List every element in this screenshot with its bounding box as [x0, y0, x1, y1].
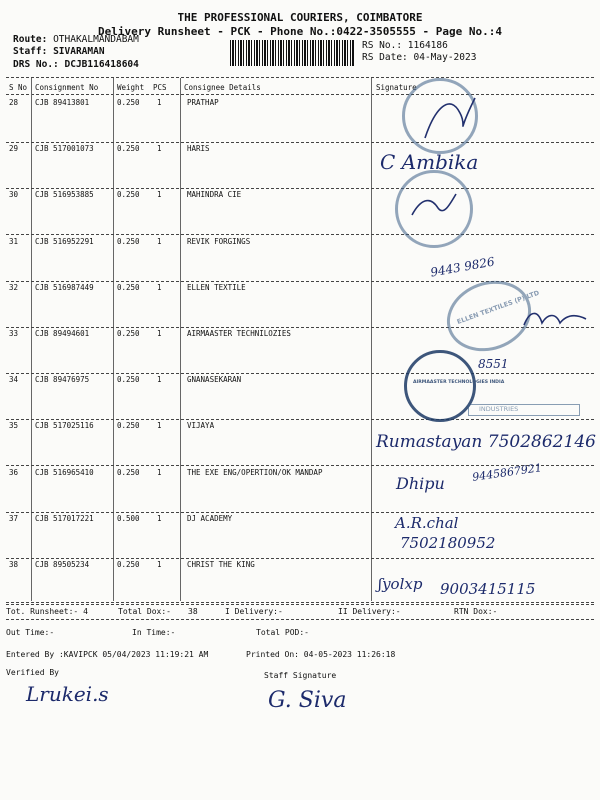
total-pod: Total POD:- — [256, 628, 309, 637]
row-consignee: CHRIST THE KING — [187, 560, 255, 569]
row-pcs: 1 — [157, 513, 162, 523]
row-pcs: 1 — [157, 560, 162, 569]
row-sno: 31 — [9, 236, 19, 246]
col-divider — [371, 78, 372, 601]
row-sno: 30 — [9, 190, 19, 200]
row-consignment-no: CJB 516952291 — [35, 236, 94, 246]
row-weight: 0.250 — [117, 421, 140, 431]
route-line — [13, 34, 139, 45]
tot-runsheet: Tot. Runsheet:- 4 — [6, 607, 88, 616]
ellen-stamp-text: ELLEN TEXTILES (P) LTD — [455, 288, 541, 327]
row-weight: 0.250 — [117, 98, 140, 107]
handwritten-number: 7502180952 — [400, 534, 496, 552]
row-consignee: AIRMAASTER TECHNILOZIES — [187, 329, 291, 338]
industries-stamp: INDUSTRIES — [468, 404, 580, 416]
row-consignment-no: CJB 517017221 — [35, 513, 94, 523]
row-pcs: 1 — [157, 144, 162, 154]
row-consignment-no: CJB 89494601 — [35, 329, 90, 338]
row-pcs: 1 — [157, 421, 162, 431]
row-weight: 0.250 — [117, 236, 140, 246]
row-separator — [6, 234, 594, 235]
row-consignee: PRATHAP — [187, 98, 219, 107]
handwritten-number: 9003415115 — [440, 580, 536, 598]
out-time: Out Time:- — [6, 628, 55, 637]
row-weight: 0.500 — [117, 513, 140, 523]
col-consignment: Consignment No — [35, 83, 99, 92]
row-consignment-no: CJB 516965410 — [35, 467, 94, 477]
footer-rule — [6, 619, 594, 620]
signature-scribble — [520, 305, 590, 333]
row-weight: 0.250 — [117, 560, 140, 569]
row-consignee: MAHINDRA CIE — [187, 190, 242, 200]
row-weight: 0.250 — [117, 329, 140, 338]
row-separator — [6, 188, 594, 189]
staff-line — [13, 46, 105, 57]
row-consignee: REVIK FORGINGS — [187, 236, 251, 246]
row-pcs: 1 — [157, 282, 162, 292]
in-time: In Time:- — [132, 628, 176, 637]
handwritten-number: 9445867921 — [471, 461, 543, 484]
row-consignee: GNANASEKARAN — [187, 375, 242, 385]
runsheet-subtitle: Delivery Runsheet - PCK - Phone No.:0422-3505555 - Page No.:4 — [98, 25, 502, 38]
row-weight: 0.250 — [117, 282, 140, 292]
staff-signature-label: Staff Signature — [264, 671, 337, 680]
total-dox-value: 38 — [188, 607, 198, 616]
row-consignment-no: CJB 516987449 — [35, 282, 94, 292]
row-sno: 36 — [9, 467, 19, 477]
rs-no-line — [362, 40, 448, 51]
row-pcs: 1 — [157, 375, 162, 385]
route-label: Route: — [13, 34, 48, 45]
handwritten-signature: Rumastayan 7502862146 — [376, 432, 596, 452]
rs-no-label: RS No.: — [362, 40, 403, 51]
row-pcs: 1 — [157, 98, 162, 107]
verified-by: Verified By — [6, 668, 59, 677]
staff-value: SIVARAMAN — [53, 46, 105, 57]
row-sno: 28 — [9, 98, 19, 107]
row-pcs: 1 — [157, 467, 162, 477]
col-divider — [113, 78, 114, 601]
row-separator — [6, 419, 594, 420]
handwritten-signature: ʃyolxp — [378, 575, 423, 593]
verified-signature: Lrukei.s — [26, 682, 109, 706]
row-consignment-no: CJB 89413801 — [35, 98, 90, 107]
staff-signature: G. Siva — [268, 688, 347, 713]
row-sno: 34 — [9, 375, 19, 385]
route-value: OTHAKALMANDABAM — [53, 34, 139, 45]
row-separator — [6, 373, 594, 374]
row-pcs: 1 — [157, 190, 162, 200]
handwritten-signature: A.R.chal — [395, 514, 459, 532]
row-consignment-no: CJB 517001073 — [35, 144, 94, 154]
col-weight: Weight — [117, 83, 145, 92]
col-sno: S No — [9, 83, 28, 92]
row-sno: 32 — [9, 282, 19, 292]
row-separator — [6, 512, 594, 513]
row-consignment-no: CJB 516953885 — [35, 190, 94, 200]
row-consignee: DJ ACADEMY — [187, 513, 233, 523]
i-delivery: I Delivery:- — [225, 607, 283, 616]
col-divider — [31, 78, 32, 601]
row-sno: 37 — [9, 513, 19, 523]
row-weight: 0.250 — [117, 467, 140, 477]
company-title: THE PROFESSIONAL COURIERS, COIMBATORE — [177, 11, 423, 24]
printed-on: Printed On: 04-05-2023 11:26:18 — [246, 650, 396, 659]
airmaaster-stamp-text: AIRMAASTER TECHNOLOGIES INDIA — [413, 380, 505, 385]
row-separator — [6, 604, 594, 605]
total-dox-label: Total Dox:- — [118, 607, 171, 616]
entered-by: Entered By :KAVIPCK 05/04/2023 11:19:21 AM — [6, 650, 209, 659]
row-consignee: THE EXE ENG/OPERTION/OK MANDAP — [187, 467, 323, 477]
row-consignee: ELLEN TEXTILE — [187, 282, 246, 292]
row-pcs: 1 — [157, 329, 162, 338]
barcode — [230, 40, 355, 66]
rs-date-line — [362, 52, 476, 63]
row-weight: 0.250 — [117, 144, 140, 154]
row-sno: 33 — [9, 329, 19, 338]
row-weight: 0.250 — [117, 375, 140, 385]
col-divider — [180, 78, 181, 601]
col-pcs: PCS — [153, 83, 167, 92]
ii-delivery: II Delivery:- — [338, 607, 401, 616]
handwritten-number: 8551 — [478, 357, 509, 371]
handwritten-dhipu: Dhipu — [396, 474, 445, 493]
rs-date-value: 04-May-2023 — [413, 52, 477, 63]
row-weight: 0.250 — [117, 190, 140, 200]
row-pcs: 1 — [157, 236, 162, 246]
col-consignee: Consignee Details — [184, 83, 261, 92]
staff-label: Staff: — [13, 46, 48, 57]
row-sno: 38 — [9, 560, 19, 569]
signature-scribble — [420, 88, 480, 148]
row-consignment-no: CJB 89476975 — [35, 375, 90, 385]
table-header-rule — [6, 94, 594, 95]
drs-line — [13, 59, 139, 70]
drs-value: DCJB116418604 — [64, 59, 139, 70]
table-top-rule — [6, 77, 594, 78]
drs-label: DRS No.: — [13, 59, 59, 70]
row-consignee: VIJAYA — [187, 421, 215, 431]
row-separator — [6, 558, 594, 559]
handwritten-number: 9443 9826 — [429, 254, 496, 280]
row-consignment-no: CJB 89505234 — [35, 560, 90, 569]
row-sno: 29 — [9, 144, 19, 154]
row-separator — [6, 142, 594, 143]
table-bottom-rule — [6, 602, 594, 603]
handwritten-ambika: C Ambika — [380, 150, 479, 174]
row-consignment-no: CJB 517025116 — [35, 421, 94, 431]
rtn-dox: RTN Dox:- — [454, 607, 498, 616]
signature-scribble — [408, 190, 458, 220]
rs-no-value: 1164186 — [407, 40, 448, 51]
row-sno: 35 — [9, 421, 19, 431]
rs-date-label: RS Date: — [362, 52, 408, 63]
row-consignee: HARIS — [187, 144, 210, 154]
col-signature: Signature — [376, 83, 417, 92]
